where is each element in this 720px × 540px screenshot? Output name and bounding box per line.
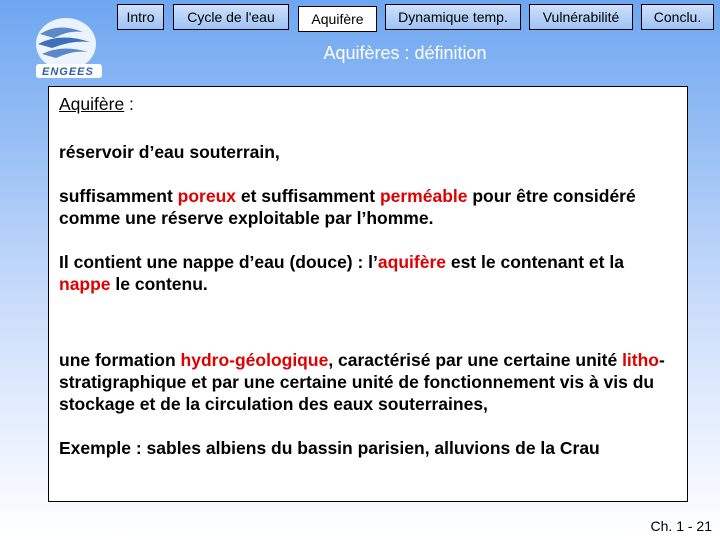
tab-label: Conclu. bbox=[653, 9, 702, 25]
text-segment: suffisamment bbox=[59, 186, 178, 206]
nappe-paragraph bbox=[59, 251, 677, 295]
tab-vulnerabilite[interactable] bbox=[529, 4, 633, 30]
highlight-nappe: nappe bbox=[59, 274, 111, 294]
highlight-hydro-geologique: hydro-géologique bbox=[180, 350, 329, 370]
engees-logo bbox=[28, 12, 108, 82]
text-segment: est le contenant et la bbox=[445, 252, 624, 272]
tab-label: Aquifère bbox=[311, 11, 364, 27]
highlight-poreux: poreux bbox=[177, 186, 236, 206]
text-segment: pour être considéré comme une réserve exploitable par l’homme. bbox=[59, 186, 636, 228]
formation-paragraph bbox=[59, 349, 677, 415]
text-segment: et suffisamment bbox=[236, 186, 380, 206]
definition-text: réservoir d’eau souterrain, bbox=[59, 142, 280, 162]
term-label: Aquifère bbox=[59, 94, 125, 114]
term-suffix: : bbox=[124, 94, 134, 114]
highlight-litho: litho bbox=[622, 350, 659, 370]
highlight-permeable: perméable bbox=[379, 186, 468, 206]
tab-label: Vulnérabilité bbox=[542, 9, 620, 25]
tab-label: Cycle de l'eau bbox=[187, 9, 275, 25]
page-number: Ch. 1 - 21 bbox=[650, 518, 712, 534]
term-heading bbox=[59, 93, 677, 115]
logo-text: ENGEES bbox=[42, 66, 94, 78]
tab-intro[interactable] bbox=[117, 4, 164, 30]
text-segment: -stratigraphique et par une certaine unité de fonctionnement vis à vis du stockage et de la circulation des eaux souterraines, bbox=[59, 350, 665, 414]
slide-title: Aquifères : définition bbox=[323, 43, 487, 63]
text-segment: , caractérisé par une certaine unité bbox=[328, 350, 623, 370]
content-box bbox=[48, 86, 688, 502]
text-segment: le contenu. bbox=[110, 274, 208, 294]
tab-label: Dynamique temp. bbox=[398, 9, 508, 25]
porosity-paragraph bbox=[59, 185, 677, 229]
tab-conclu[interactable] bbox=[641, 4, 714, 30]
text-segment: Il contient une nappe d’eau (douce) : l’ bbox=[59, 252, 378, 272]
text-segment: une formation bbox=[59, 350, 181, 370]
highlight-aquifere: aquifère bbox=[377, 252, 446, 272]
example-text: Exemple : sables albiens du bassin parisien, alluvions de la Crau bbox=[59, 438, 600, 458]
tab-label: Intro bbox=[126, 9, 155, 25]
tab-aquifere[interactable] bbox=[298, 6, 377, 32]
tab-cycle-eau[interactable] bbox=[173, 4, 289, 30]
tab-dynamique-temp[interactable] bbox=[385, 4, 521, 30]
